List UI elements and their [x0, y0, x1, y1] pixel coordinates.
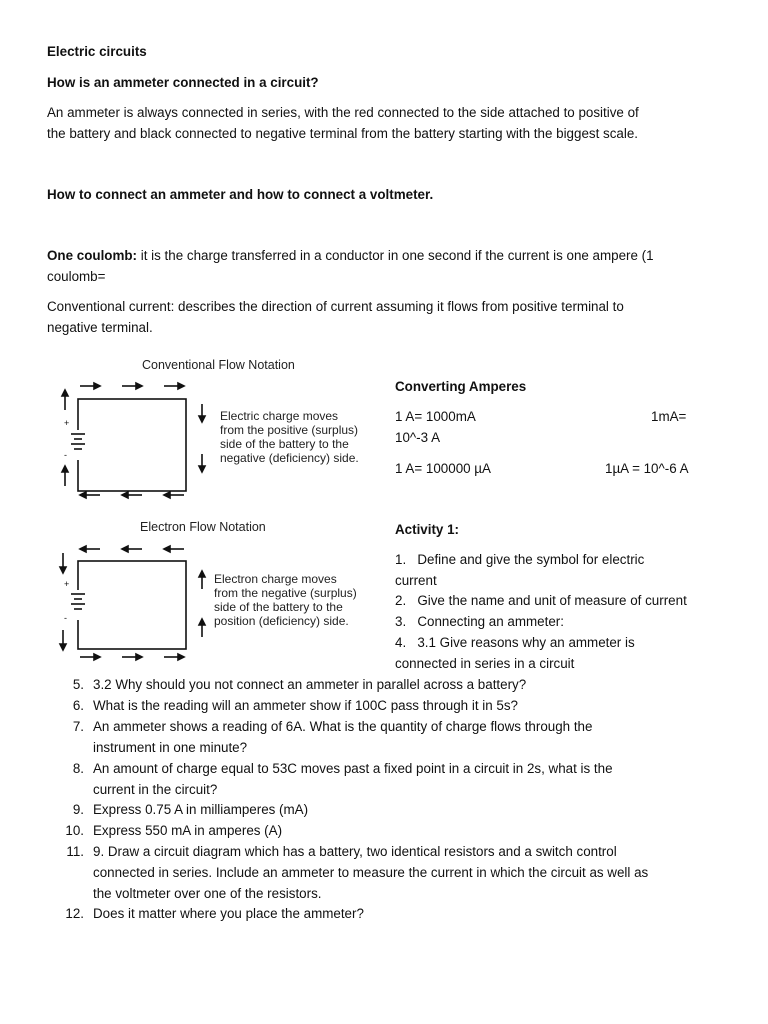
diagram1-desc-line: from the positive (surplus): [220, 423, 359, 437]
left-arrows: [60, 553, 66, 650]
minus-sign: -: [64, 613, 67, 623]
question-connect: How to connect an ammeter and how to connect a voltmeter.: [47, 187, 434, 202]
top-arrows: [80, 383, 184, 389]
diagram1-desc-line: side of the battery to the: [220, 437, 349, 451]
list-item: What is the reading will an ammeter show if 100C pass through it in 5s?: [93, 698, 518, 713]
conventional-line-1: Conventional current: describes the direction of current assuming it flows from positive terminal to: [47, 299, 624, 314]
item-number: 1.: [395, 552, 407, 567]
conventional-flow-title: Conventional Flow Notation: [142, 358, 295, 372]
top-arrows: [80, 546, 184, 552]
convert-row2-left: 1 A= 100000 µA: [395, 461, 491, 476]
activity-item-4-cont: connected in series in a circuit: [395, 656, 575, 671]
list-number: 10.: [65, 823, 84, 838]
left-arrows: [62, 390, 68, 486]
minus-sign: -: [64, 450, 67, 460]
item-text: Define and give the symbol for electric: [417, 552, 645, 567]
list-item: Express 0.75 A in milliamperes (mA): [93, 802, 309, 817]
activity-title: Activity 1:: [395, 522, 459, 537]
coulomb-label: One coulomb:: [47, 248, 138, 263]
activity-item-4: [395, 635, 635, 650]
diagram1-desc-line: negative (deficiency) side.: [220, 451, 359, 465]
activity-item-1: [395, 552, 644, 567]
activity-item-2: [395, 593, 687, 608]
plus-sign: +: [64, 418, 70, 428]
list-item-cont: connected in series. Include an ammeter to measure the current in which the circuit as well as: [93, 865, 649, 880]
electron-flow-diagram: [50, 515, 380, 670]
list-number: 8.: [72, 761, 84, 776]
bottom-arrows: [80, 654, 184, 660]
diagram2-desc-line: position (deficiency) side.: [214, 614, 349, 628]
conventional-flow-diagram: [50, 352, 380, 512]
item-number: 2.: [395, 593, 407, 608]
item-number: 4.: [395, 635, 407, 650]
plus-sign: +: [64, 579, 70, 589]
page-heading: Electric circuits: [47, 44, 147, 59]
activity-item-1-cont: current: [395, 573, 437, 588]
list-item-cont: instrument in one minute?: [93, 740, 248, 755]
convert-row1-right: 1mA=: [651, 409, 687, 424]
list-item-cont: the voltmeter over one of the resistors.: [93, 886, 322, 901]
list-item: An amount of charge equal to 53C moves past a fixed point in a circuit in 2s, what is the: [93, 761, 613, 776]
diagram2-desc-line: Electron charge moves: [214, 572, 337, 586]
coulomb-text: it is the charge transferred in a conductor in one second if the current is one ampere (1: [137, 248, 654, 263]
item-number: 3.: [395, 614, 407, 629]
diagram2-desc-line: side of the battery to the: [214, 600, 343, 614]
list-item: An ammeter shows a reading of 6A. What is the quantity of charge flows through the: [93, 719, 593, 734]
diagram2-desc-line: from the negative (surplus): [214, 586, 357, 600]
list-item: Does it matter where you place the ammeter?: [93, 906, 364, 921]
question-ammeter: How is an ammeter connected in a circuit?: [47, 75, 319, 90]
list-item: 9. Draw a circuit diagram which has a battery, two identical resistors and a switch control: [93, 844, 617, 859]
list-number: 6.: [72, 698, 84, 713]
list-number: 11.: [66, 844, 84, 859]
coulomb-line-2: coulomb=: [47, 269, 106, 284]
diagram1-desc-line: Electric charge moves: [220, 409, 339, 423]
list-number: 5.: [72, 677, 84, 692]
list-number: 7.: [72, 719, 84, 734]
ammeter-paragraph-line-2: the battery and black connected to negative terminal from the battery starting with the biggest scale.: [47, 126, 639, 141]
bottom-arrows: [80, 492, 184, 498]
activity-item-3: [395, 614, 564, 629]
list-number: 9.: [72, 802, 84, 817]
converting-title: Converting Amperes: [395, 379, 527, 394]
list-item: 3.2 Why should you not connect an ammeter in parallel across a battery?: [93, 677, 527, 692]
circuit-loop: [78, 399, 186, 491]
list-item-cont: current in the circuit?: [93, 782, 218, 797]
item-text: Connecting an ammeter:: [417, 614, 564, 629]
list-number: 12.: [65, 906, 84, 921]
coulomb-definition: [47, 246, 654, 266]
item-text: Give the name and unit of measure of current: [417, 593, 687, 608]
item-text: 3.1 Give reasons why an ammeter is: [417, 635, 635, 650]
circuit-loop: [78, 561, 186, 649]
convert-row1-left: 1 A= 1000mA: [395, 409, 476, 424]
conventional-line-2: negative terminal.: [47, 320, 153, 335]
convert-row1-cont: 10^-3 A: [395, 430, 440, 445]
electron-flow-title: Electron Flow Notation: [140, 520, 266, 534]
right-arrows: [199, 404, 205, 472]
list-item: Express 550 mA in amperes (A): [93, 823, 283, 838]
ammeter-paragraph-line-1: An ammeter is always connected in series, with the red connected to the side attached to positive of: [47, 105, 639, 120]
convert-row2-right: 1µA = 10^-6 A: [605, 461, 689, 476]
right-arrows: [199, 571, 205, 637]
